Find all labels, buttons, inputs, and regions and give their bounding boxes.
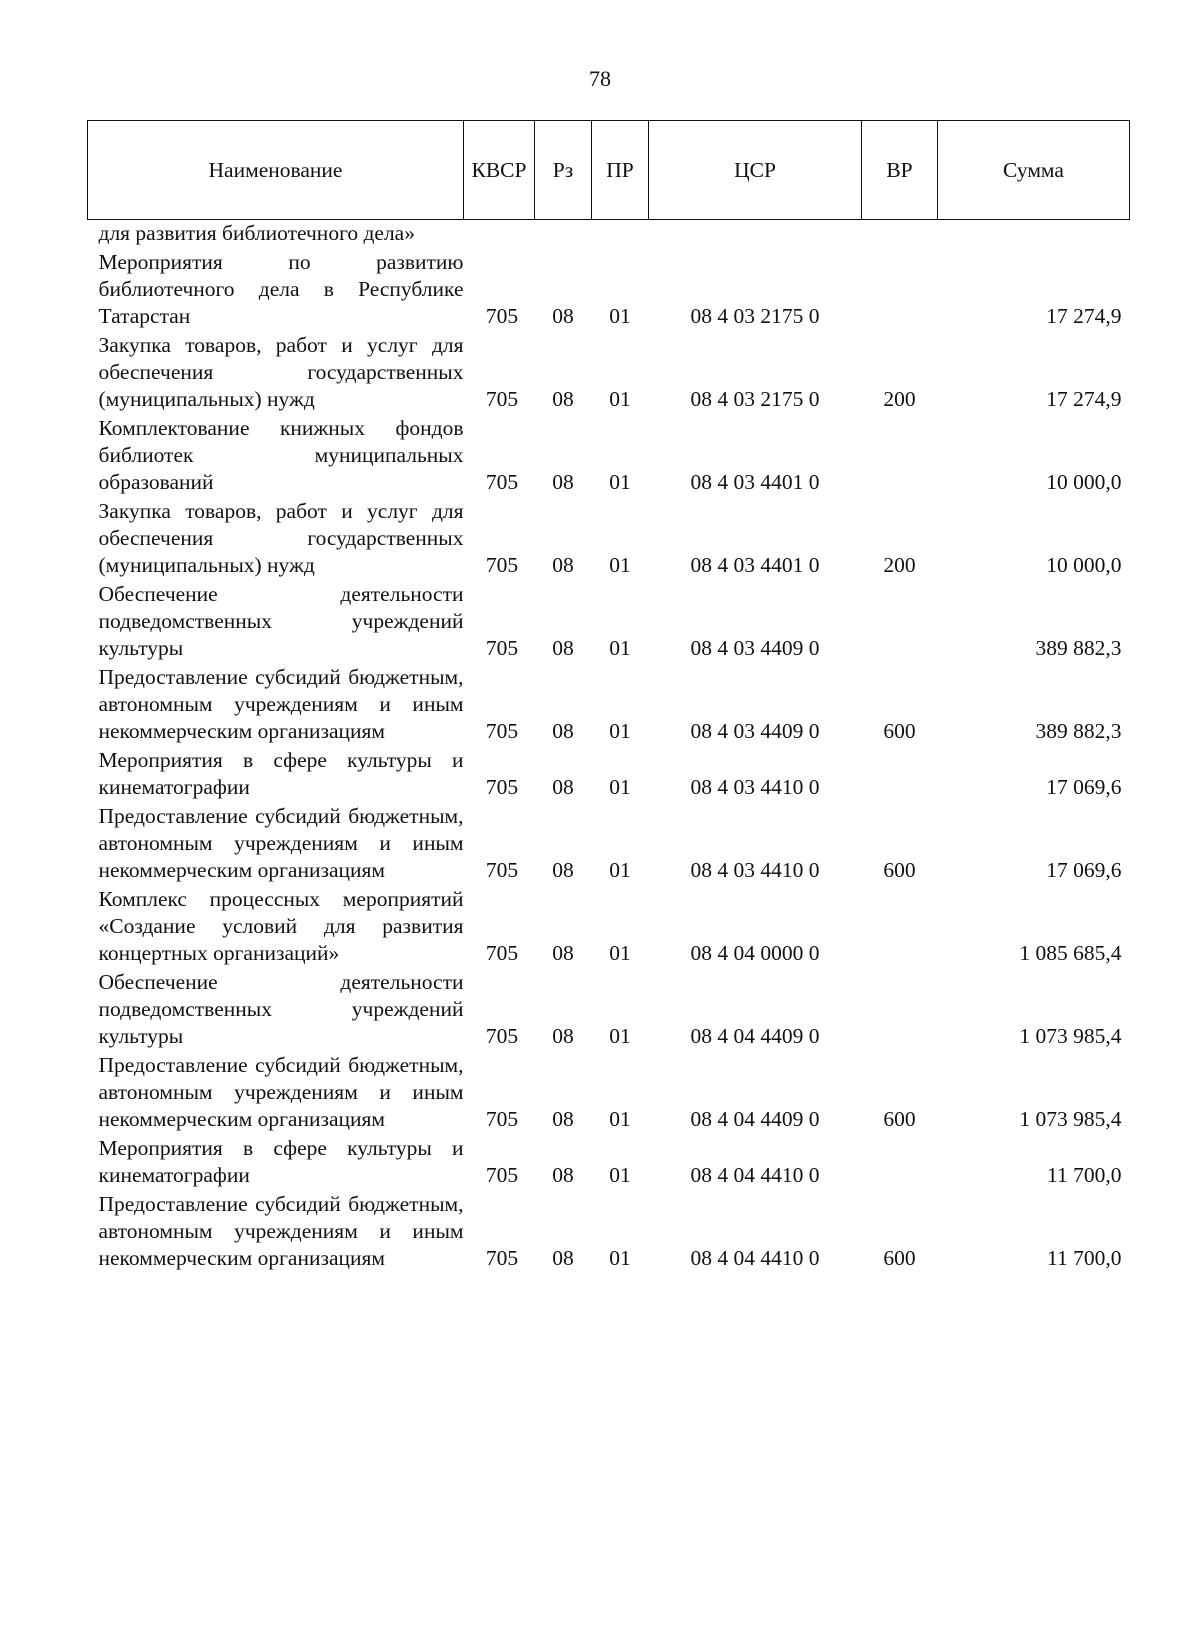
cell-sum: 11 700,0: [1047, 1163, 1122, 1187]
cell-name: для развития библиотечного дела»: [98, 221, 415, 245]
cell-csr: 08 4 04 4409 0: [690, 1107, 820, 1131]
cell-csr: 08 4 03 4410 0: [690, 775, 820, 799]
cell-sum: 389 882,3: [1035, 719, 1122, 743]
cell-csr: 08 4 03 4410 0: [690, 858, 820, 882]
cell-csr: 08 4 03 2175 0: [690, 387, 820, 411]
cell-vr: 600: [883, 858, 916, 882]
cell-kvsr: 705: [485, 1024, 519, 1048]
header-rz: Рз: [535, 121, 592, 220]
cell-rz: 08: [552, 1024, 574, 1048]
table-row: [88, 220, 1130, 250]
table-row: [88, 332, 1130, 415]
cell-csr: 08 4 04 0000 0: [690, 941, 820, 965]
cell-name: Закупка товаров, работ и услуг для обеспечения государственных (муниципальных) нужд: [98, 499, 464, 577]
cell-csr: 08 4 04 4409 0: [690, 1024, 820, 1048]
cell-kvsr: 705: [485, 775, 519, 799]
cell-pr: 01: [609, 941, 631, 965]
cell-kvsr: 705: [485, 1246, 519, 1270]
cell-kvsr: [464, 220, 535, 250]
cell-rz: 08: [552, 553, 574, 577]
cell-vr: [862, 1135, 938, 1191]
cell-kvsr: 705: [485, 304, 519, 328]
table-row: [88, 415, 1130, 498]
budget-table: [87, 120, 1130, 1274]
cell-csr: [649, 220, 862, 250]
cell-csr: 08 4 03 4401 0: [690, 553, 820, 577]
page-number: 78: [589, 66, 611, 91]
cell-name: Предоставление субсидий бюджетным, автономным учреждениям и иным некоммерческим организациям: [98, 804, 464, 882]
cell-pr: 01: [609, 1246, 631, 1270]
cell-name: Мероприятия по развитию библиотечного дела в Республике Татарстан: [98, 250, 464, 328]
cell-pr: 01: [609, 719, 631, 743]
cell-csr: 08 4 03 2175 0: [690, 304, 820, 328]
cell-sum: 1 073 985,4: [1019, 1107, 1122, 1131]
header-sum: Сумма: [938, 121, 1130, 220]
table-row: [88, 1135, 1130, 1191]
cell-pr: 01: [609, 1024, 631, 1048]
header-kvsr: КВСР: [464, 121, 535, 220]
header-csr: ЦСР: [649, 121, 862, 220]
cell-pr: 01: [609, 1163, 631, 1187]
cell-rz: 08: [552, 775, 574, 799]
cell-csr: 08 4 03 4409 0: [690, 719, 820, 743]
header-pr: ПР: [592, 121, 649, 220]
cell-name: Закупка товаров, работ и услуг для обеспечения государственных (муниципальных) нужд: [98, 333, 464, 411]
cell-rz: 08: [552, 636, 574, 660]
table-row: [88, 249, 1130, 332]
cell-vr: [862, 415, 938, 498]
cell-rz: 08: [552, 941, 574, 965]
cell-vr: [862, 747, 938, 803]
cell-rz: 08: [552, 1163, 574, 1187]
cell-vr: 600: [883, 719, 916, 743]
cell-name: Предоставление субсидий бюджетным, автономным учреждениям и иным некоммерческим организациям: [98, 665, 464, 743]
header-name: Наименование: [88, 121, 464, 220]
cell-kvsr: 705: [485, 636, 519, 660]
cell-vr: [862, 581, 938, 664]
cell-pr: 01: [609, 470, 631, 494]
cell-pr: 01: [609, 553, 631, 577]
cell-name: Обеспечение деятельности подведомственных учреждений культуры: [98, 970, 464, 1048]
table-header: [88, 121, 1130, 220]
cell-sum: 1 073 985,4: [1019, 1024, 1122, 1048]
cell-sum: 1 085 685,4: [1019, 941, 1122, 965]
cell-vr: 200: [883, 387, 916, 411]
cell-pr: 01: [609, 858, 631, 882]
cell-pr: 01: [609, 775, 631, 799]
table-row: [88, 803, 1130, 886]
cell-rz: 08: [552, 719, 574, 743]
cell-sum: 389 882,3: [1035, 636, 1122, 660]
cell-pr: 01: [609, 1107, 631, 1131]
header-vr: ВР: [862, 121, 938, 220]
cell-vr: 200: [883, 553, 916, 577]
cell-csr: 08 4 04 4410 0: [690, 1163, 820, 1187]
table-row: [88, 581, 1130, 664]
cell-sum: 10 000,0: [1046, 553, 1122, 577]
cell-name: Мероприятия в сфере культуры и кинематографии: [98, 1136, 464, 1187]
table-body: [88, 220, 1130, 1275]
cell-pr: [592, 220, 649, 250]
cell-kvsr: 705: [485, 1163, 519, 1187]
cell-sum: [938, 220, 1130, 250]
cell-name: Комплектование книжных фондов библиотек муниципальных образований: [98, 416, 464, 494]
cell-name: Предоставление субсидий бюджетным, автономным учреждениям и иным некоммерческим организациям: [98, 1053, 464, 1131]
cell-pr: 01: [609, 304, 631, 328]
cell-kvsr: 705: [485, 470, 519, 494]
cell-sum: 17 274,9: [1046, 304, 1122, 328]
table-row: [88, 664, 1130, 747]
cell-pr: 01: [609, 387, 631, 411]
cell-sum: 10 000,0: [1046, 470, 1122, 494]
cell-kvsr: 705: [485, 719, 519, 743]
cell-vr: [862, 886, 938, 969]
cell-sum: 17 069,6: [1046, 858, 1122, 882]
cell-vr: 600: [883, 1246, 916, 1270]
cell-kvsr: 705: [485, 1107, 519, 1131]
cell-csr: 08 4 03 4409 0: [690, 636, 820, 660]
cell-sum: 17 274,9: [1046, 387, 1122, 411]
table-row: [88, 969, 1130, 1052]
table-row: [88, 886, 1130, 969]
cell-kvsr: 705: [485, 858, 519, 882]
cell-name: Мероприятия в сфере культуры и кинематографии: [98, 748, 464, 799]
cell-rz: 08: [552, 304, 574, 328]
cell-kvsr: 705: [485, 387, 519, 411]
cell-rz: [535, 220, 592, 250]
cell-rz: 08: [552, 1246, 574, 1270]
table-row: [88, 747, 1130, 803]
table-row: [88, 1191, 1130, 1274]
cell-vr: 600: [883, 1107, 916, 1131]
cell-pr: 01: [609, 636, 631, 660]
cell-csr: 08 4 03 4401 0: [690, 470, 820, 494]
cell-sum: 11 700,0: [1047, 1246, 1122, 1270]
cell-name: Комплекс процессных мероприятий «Создание условий для развития концертных организаций»: [98, 887, 464, 965]
table-row: [88, 1052, 1130, 1135]
cell-vr: [862, 249, 938, 332]
cell-name: Предоставление субсидий бюджетным, автономным учреждениям и иным некоммерческим организациям: [98, 1192, 464, 1270]
table-row: [88, 498, 1130, 581]
cell-sum: 17 069,6: [1046, 775, 1122, 799]
cell-rz: 08: [552, 1107, 574, 1131]
cell-name: Обеспечение деятельности подведомственных учреждений культуры: [98, 582, 464, 660]
cell-rz: 08: [552, 858, 574, 882]
cell-kvsr: 705: [485, 553, 519, 577]
cell-kvsr: 705: [485, 941, 519, 965]
cell-vr: [862, 969, 938, 1052]
cell-rz: 08: [552, 387, 574, 411]
cell-csr: 08 4 04 4410 0: [690, 1246, 820, 1270]
cell-vr: [862, 220, 938, 250]
cell-rz: 08: [552, 470, 574, 494]
